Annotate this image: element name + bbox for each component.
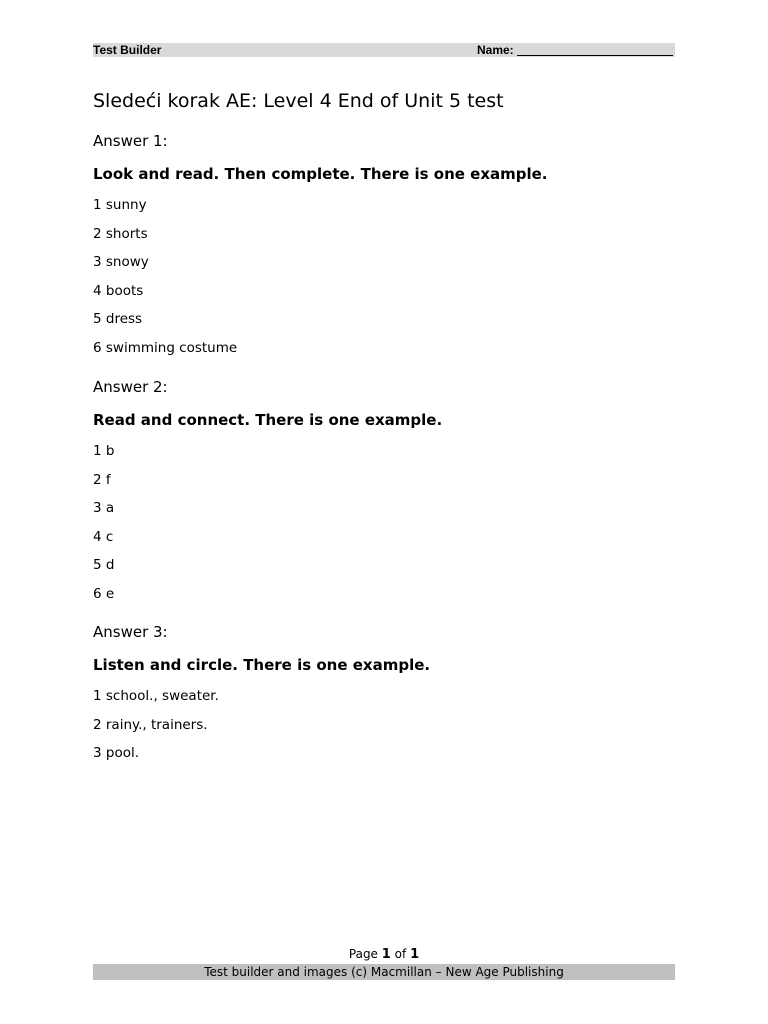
page-number [0, 946, 768, 963]
answer-item: 4 boots [93, 282, 144, 299]
answer-item: 3 snowy [93, 254, 149, 271]
page-title: Sledeći korak AE: Level 4 End of Unit 5 test [93, 90, 504, 112]
name-blank-line [517, 43, 673, 56]
answer-item: 2 rainy., trainers. [93, 716, 208, 733]
answer-instruction: Look and read. Then complete. There is one example. [93, 165, 548, 183]
answer-item: 5 dress [93, 311, 143, 328]
answer-item: 1 sunny [93, 197, 147, 213]
answer-heading: Answer 2: [93, 378, 168, 396]
answer-item: 6 e [93, 585, 115, 602]
answer-list [93, 443, 675, 615]
answer-section-3 [93, 622, 675, 774]
answer-item: 3 a [93, 500, 115, 517]
page-current: 1 [381, 947, 391, 962]
answer-list [93, 688, 675, 774]
answer-heading: Answer 1: [93, 132, 168, 150]
page-of: of [394, 947, 407, 961]
answer-item: 2 f [93, 471, 111, 488]
answer-item: 5 d [93, 557, 115, 574]
answer-item: 1 school., sweater. [93, 688, 219, 704]
answer-item: 1 b [93, 443, 115, 459]
header-bar [93, 43, 675, 57]
answer-instruction: Listen and circle. There is one example. [93, 656, 431, 674]
answer-item: 3 pool. [93, 745, 140, 762]
page-total: 1 [410, 947, 420, 962]
header-name-field [477, 43, 673, 57]
header-app-label: Test Builder [93, 43, 162, 57]
answer-heading: Answer 3: [93, 623, 168, 641]
answer-instruction: Read and connect. There is one example. [93, 411, 443, 429]
answer-section-2 [93, 377, 675, 615]
name-label: Name: [477, 43, 514, 57]
answer-item: 6 swimming costume [93, 339, 238, 356]
footer-copyright: Test builder and images (c) Macmillan – New Age Publishing [93, 964, 675, 980]
page-word: Page [348, 947, 378, 961]
answer-item: 2 shorts [93, 225, 148, 242]
answer-list [93, 197, 675, 369]
answer-section-1 [93, 131, 675, 369]
answer-item: 4 c [93, 528, 114, 545]
